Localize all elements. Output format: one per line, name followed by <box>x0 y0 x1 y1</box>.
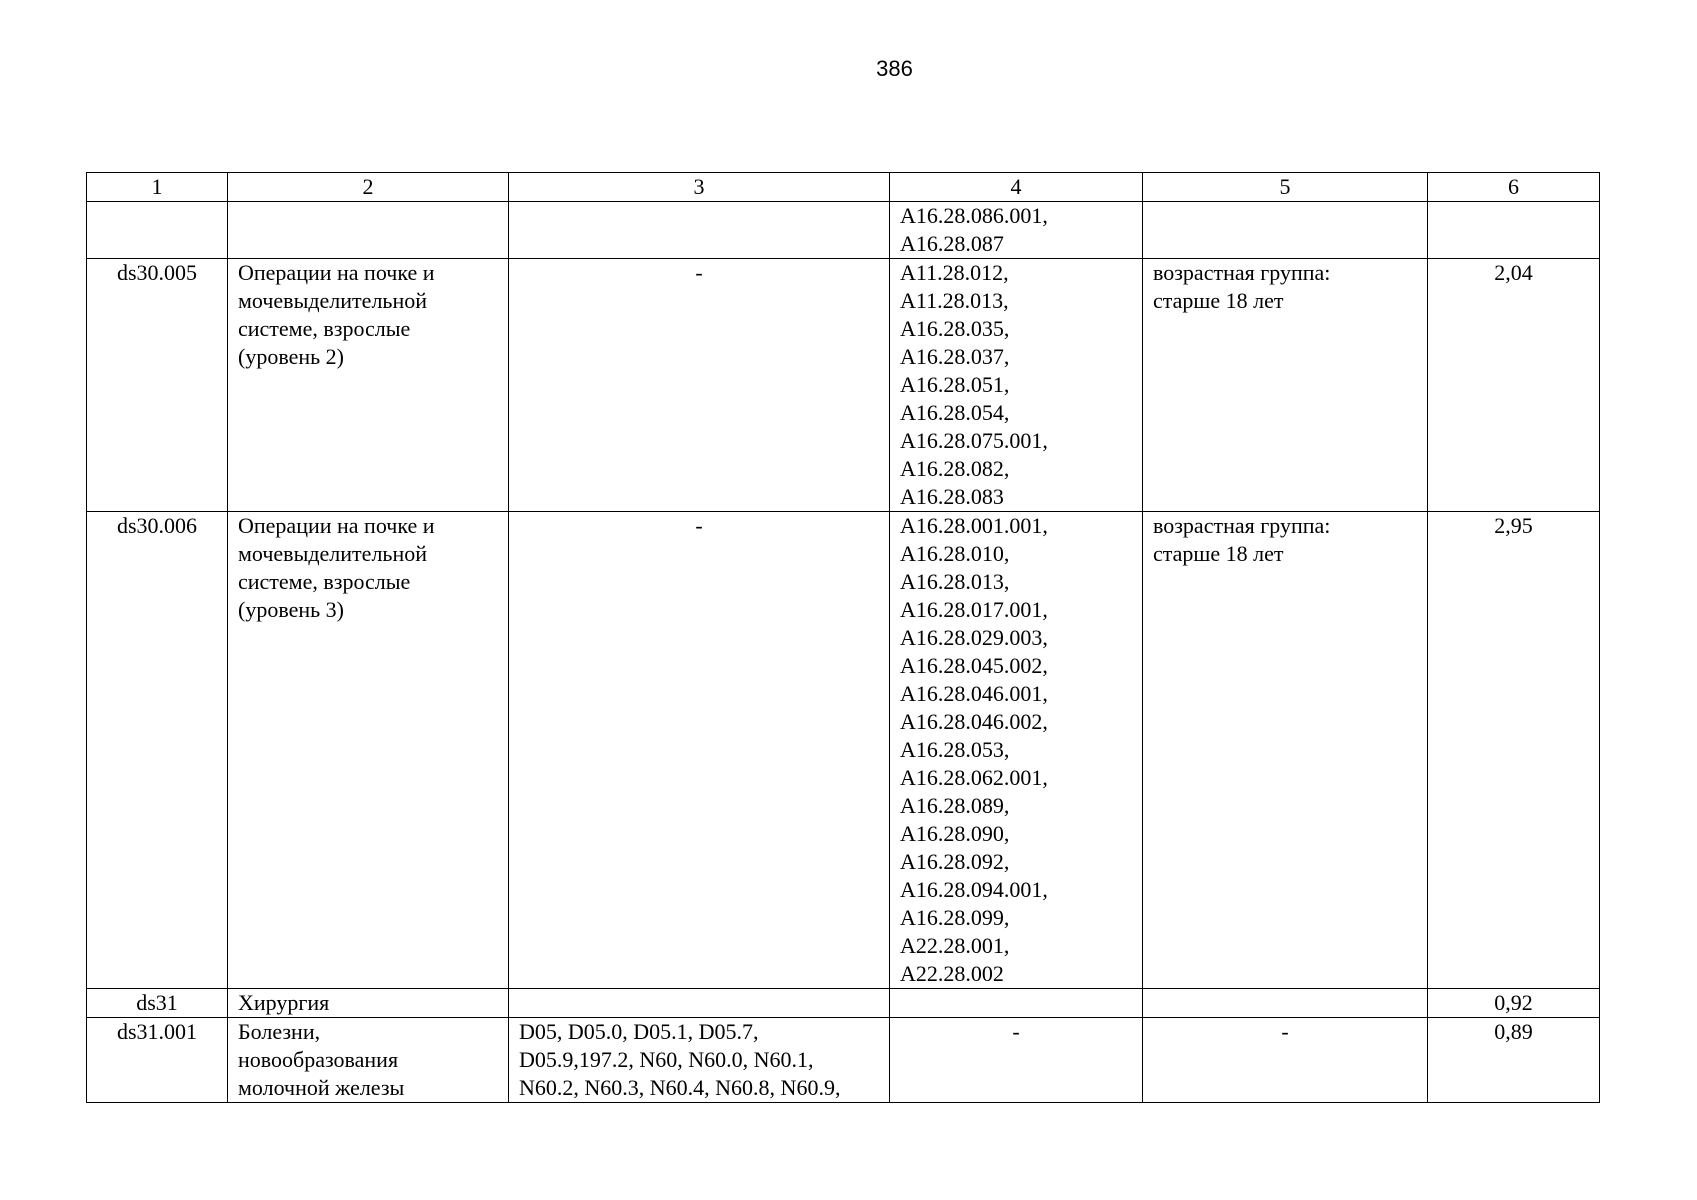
table-row <box>87 259 1600 512</box>
cell-line: системе, взрослые <box>238 569 411 594</box>
cell-line: A16.28.051, <box>900 372 1010 397</box>
table-header <box>87 173 1600 202</box>
cell-line: A16.28.092, <box>900 849 1010 874</box>
cell-line: A16.28.089, <box>900 793 1010 818</box>
table-row <box>87 202 1600 259</box>
cell-line: - <box>695 260 703 285</box>
cell-line: новообразования <box>238 1047 399 1072</box>
cell-code: ds31 <box>87 989 228 1018</box>
cell-coefficient: 0,89 <box>1428 1018 1600 1103</box>
header-cell-3: 3 <box>509 173 890 202</box>
cell-line: (уровень 2) <box>238 344 344 369</box>
cell-line: - <box>695 513 703 538</box>
cell-criteria <box>1143 202 1428 259</box>
header-cell-6: 6 <box>1428 173 1600 202</box>
cell-line: A16.28.037, <box>900 344 1010 369</box>
cell-diagnosis-codes <box>509 259 890 512</box>
tariff-table <box>86 172 1600 1103</box>
cell-service-codes <box>890 512 1143 989</box>
cell-line: возрастная группа: <box>1153 513 1331 538</box>
cell-name <box>228 202 509 259</box>
cell-line: A16.28.001.001, <box>900 513 1048 538</box>
cell-criteria <box>1143 1018 1428 1103</box>
cell-service-codes <box>890 989 1143 1018</box>
cell-service-codes <box>890 259 1143 512</box>
header-cell-4: 4 <box>890 173 1143 202</box>
cell-service-codes <box>890 202 1143 259</box>
table-row <box>87 989 1600 1018</box>
cell-line: A16.28.099, <box>900 905 1010 930</box>
cell-diagnosis-codes <box>509 989 890 1018</box>
cell-name <box>228 1018 509 1103</box>
cell-line: Болезни, <box>238 1019 321 1044</box>
cell-line: Операции на почке и <box>238 513 435 538</box>
cell-line: A16.28.054, <box>900 400 1010 425</box>
cell-diagnosis-codes <box>509 512 890 989</box>
cell-line: старше 18 лет <box>1153 288 1284 313</box>
cell-line: A16.28.046.002, <box>900 709 1048 734</box>
cell-line: A16.28.045.002, <box>900 653 1048 678</box>
cell-line: A16.28.053, <box>900 737 1010 762</box>
cell-line: старше 18 лет <box>1153 541 1284 566</box>
cell-criteria <box>1143 259 1428 512</box>
cell-line: A16.28.083 <box>900 484 1004 509</box>
cell-line: A16.28.082, <box>900 456 1010 481</box>
header-cell-1: 1 <box>87 173 228 202</box>
cell-line: A11.28.013, <box>900 288 1009 313</box>
cell-code <box>87 202 228 259</box>
cell-line: D05, D05.0, D05.1, D05.7, <box>519 1019 759 1044</box>
cell-line: A16.28.075.001, <box>900 428 1048 453</box>
table-body <box>87 202 1600 1103</box>
cell-line: - <box>1281 1019 1289 1044</box>
cell-coefficient: 2,95 <box>1428 512 1600 989</box>
cell-line: A16.28.029.003, <box>900 625 1048 650</box>
header-cell-5: 5 <box>1143 173 1428 202</box>
cell-code: ds30.006 <box>87 512 228 989</box>
cell-line: D05.9,197.2, N60, N60.0, N60.1, <box>519 1047 814 1072</box>
cell-line: A16.28.035, <box>900 316 1010 341</box>
cell-line: мочевыделительной <box>238 288 427 313</box>
cell-line: Хирургия <box>238 990 330 1015</box>
cell-line: A16.28.010, <box>900 541 1010 566</box>
cell-line: (уровень 3) <box>238 597 344 622</box>
cell-line: A22.28.002 <box>900 961 1004 986</box>
cell-name <box>228 989 509 1018</box>
table-row <box>87 512 1600 989</box>
cell-line: A11.28.012, <box>900 260 1009 285</box>
cell-line: - <box>1012 1019 1020 1044</box>
cell-line: A16.28.062.001, <box>900 765 1048 790</box>
cell-line: A16.28.090, <box>900 821 1010 846</box>
cell-line: A16.28.094.001, <box>900 877 1048 902</box>
cell-line: возрастная группа: <box>1153 260 1331 285</box>
cell-line: A16.28.086.001, <box>900 203 1048 228</box>
cell-service-codes <box>890 1018 1143 1103</box>
cell-line: A22.28.001, <box>900 933 1010 958</box>
cell-line: A16.28.017.001, <box>900 597 1048 622</box>
header-cell-2: 2 <box>228 173 509 202</box>
cell-line: A16.28.013, <box>900 569 1010 594</box>
cell-line: N60.2, N60.3, N60.4, N60.8, N60.9, <box>519 1075 841 1100</box>
cell-line: A16.28.087 <box>900 231 1004 256</box>
cell-name <box>228 259 509 512</box>
cell-coefficient <box>1428 202 1600 259</box>
cell-name <box>228 512 509 989</box>
cell-criteria <box>1143 989 1428 1018</box>
cell-diagnosis-codes <box>509 1018 890 1103</box>
page-number: 386 <box>876 56 913 81</box>
cell-code: ds31.001 <box>87 1018 228 1103</box>
cell-line: мочевыделительной <box>238 541 427 566</box>
cell-criteria <box>1143 512 1428 989</box>
table-row <box>87 1018 1600 1103</box>
cell-coefficient: 0,92 <box>1428 989 1600 1018</box>
cell-diagnosis-codes <box>509 202 890 259</box>
cell-coefficient: 2,04 <box>1428 259 1600 512</box>
cell-line: Операции на почке и <box>238 260 435 285</box>
cell-line: A16.28.046.001, <box>900 681 1048 706</box>
cell-line: молочной железы <box>238 1075 405 1100</box>
cell-line: системе, взрослые <box>238 316 411 341</box>
cell-code: ds30.005 <box>87 259 228 512</box>
